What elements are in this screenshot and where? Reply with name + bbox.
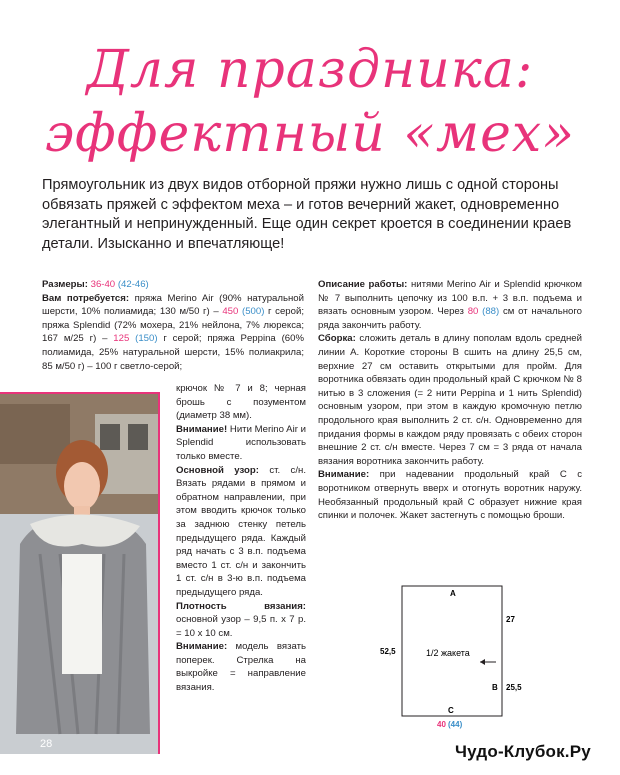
work-description [318,278,582,332]
work-value-2: (88) [482,306,500,318]
attention-label-2: Внимание: [176,641,228,653]
materials-text-1: пряжа Merino Air (90% натуральной шерсти, 10% полиамида; 130 м/50 г) – [42,292,304,318]
assembly-text: сложить деталь в длину пополам вдоль средней линии А. Короткие стороны B сшить на длину 25,5 см, верхние 27 см оставить открытыми для пройм. Для воротника обвязать один продольный край С крючком № 8 нитью в 3 сложения (= 2 нити Peppina и 1 нить Splendid) основным узором, при этом в каждую кромочную петлю продольного края выполнить 2 ст. с/н. Одновременно для придания формы в каждом ряду провязать с обеих сторон внешние 2 ст. с/н вместе. Через 7 см = 3 ряда от начала вязания воротника закончить работу. [318,333,582,467]
materials-text-2: г серой; пряжа Splendid (72% мохера, 21% нейлона, 7% люрекса; 167 м/25 г) – [42,306,304,345]
materials-text-3: г серой; пряжа Peppina (60% полиамида, 25% натуральной шерсти, 15% полиакрила; 85 м/50 г) – 100 г светло-серой; [42,333,304,372]
diagram-dim-52-5: 52,5 [380,647,396,656]
density-note [176,600,306,641]
page-title-line1: Для праздника: [86,40,534,100]
pattern-note [176,464,306,600]
attention-note-1 [176,423,306,464]
assembly-label: Сборка: [318,333,356,345]
density-text: основной узор – 9,5 п. х 7 р. = 10 х 10 см. [176,614,306,639]
diagram-width-2: (44) [448,720,463,729]
materials-value-1: 450 [222,306,239,318]
assembly-note [318,332,582,468]
diagram-label-a: A [450,589,456,598]
sizes [42,278,304,292]
work-text-2: см от начального ряда закончить работу. [318,306,583,331]
attention-label-3: Внимание: [318,469,370,481]
model-photo-illustration [0,394,158,754]
right-column [318,278,582,523]
pattern-text: ст. с/н. Вязать рядами в прямом и обратном направлении, при этом вводить крючок только за заднюю стенку петель предыдущего ряда. Каждый ряд начать с 3 в.п. подъема вместо 1 ст. с/н и закончить 1 ст. с/н в 3-ю в.п. подъема предыдущего ряда. [176,464,306,598]
diagram-dim-25-5: 25,5 [506,683,522,692]
diagram-label-b: B [492,683,498,692]
materials-value-4: (150) [135,333,158,345]
intro-paragraph: Прямоугольник из двух видов отборной пряжи нужно лишь с одной стороны обвязать пряжей с эффектом меха – и готов вечерний жакет, одновременно элегантный и непринужденный. Еще один секрет кроется в соединении краев детали. Изысканно и впечатляюще! [42,177,572,252]
work-label: Описание работы: [318,279,408,290]
site-watermark: Чудо-Клубок.Ру [455,742,591,761]
diagram-label-c: C [448,706,454,715]
model-photo [0,392,160,754]
pattern-diagram [380,582,530,732]
density-label: Плотность вязания: [176,600,306,612]
attention-text-3: при надевании продольный край С с воротником отвернуть вверх и отогнуть воротник наружу. Необязанный продольный край С образует нижние края спинки и полочек. Жакет застегнуть с помощью броши. [318,469,582,522]
diagram-arrow-head [480,659,485,665]
narrow-column [176,382,306,695]
materials [42,292,304,374]
diagram-dim-27: 27 [506,615,515,624]
pattern-label: Основной узор: [176,464,259,476]
attention-label-1: Внимание! [176,423,228,435]
sizes-label: Размеры: [42,279,88,290]
attention-note-2 [176,640,306,694]
diagram-width-1: 40 [437,720,446,729]
page-number: 28 [40,738,53,750]
work-value-1: 80 [467,306,479,318]
size-value-2: (42-46) [117,279,149,290]
page-title-line2: эффектный «мех» [44,104,576,164]
materials-value-3: 125 [113,333,130,345]
work-text-1: нитями Merino Air и Splendid крючком № 7 выполнить цепочку из 100 в.п. + 3 в.п. подъема и вязать основным узором. Через [318,279,582,318]
attention-text-1: Нити Merino Air и Splendid использовать только вместе. [176,423,306,462]
materials-label: Вам потребуется: [42,292,130,304]
materials-value-2: (500) [242,306,265,318]
materials-continued: крючок № 7 и 8; черная брошь с позументом (диаметр 38 мм). [176,383,306,422]
left-column [42,278,304,373]
attention-text-2: модель вязать поперек. Стрелка на выкройке = направление вязания. [176,641,306,694]
attention-note-3 [318,468,582,522]
size-value-1: 36-40 [90,279,116,290]
diagram-half-label: 1/2 жакета [426,648,470,658]
